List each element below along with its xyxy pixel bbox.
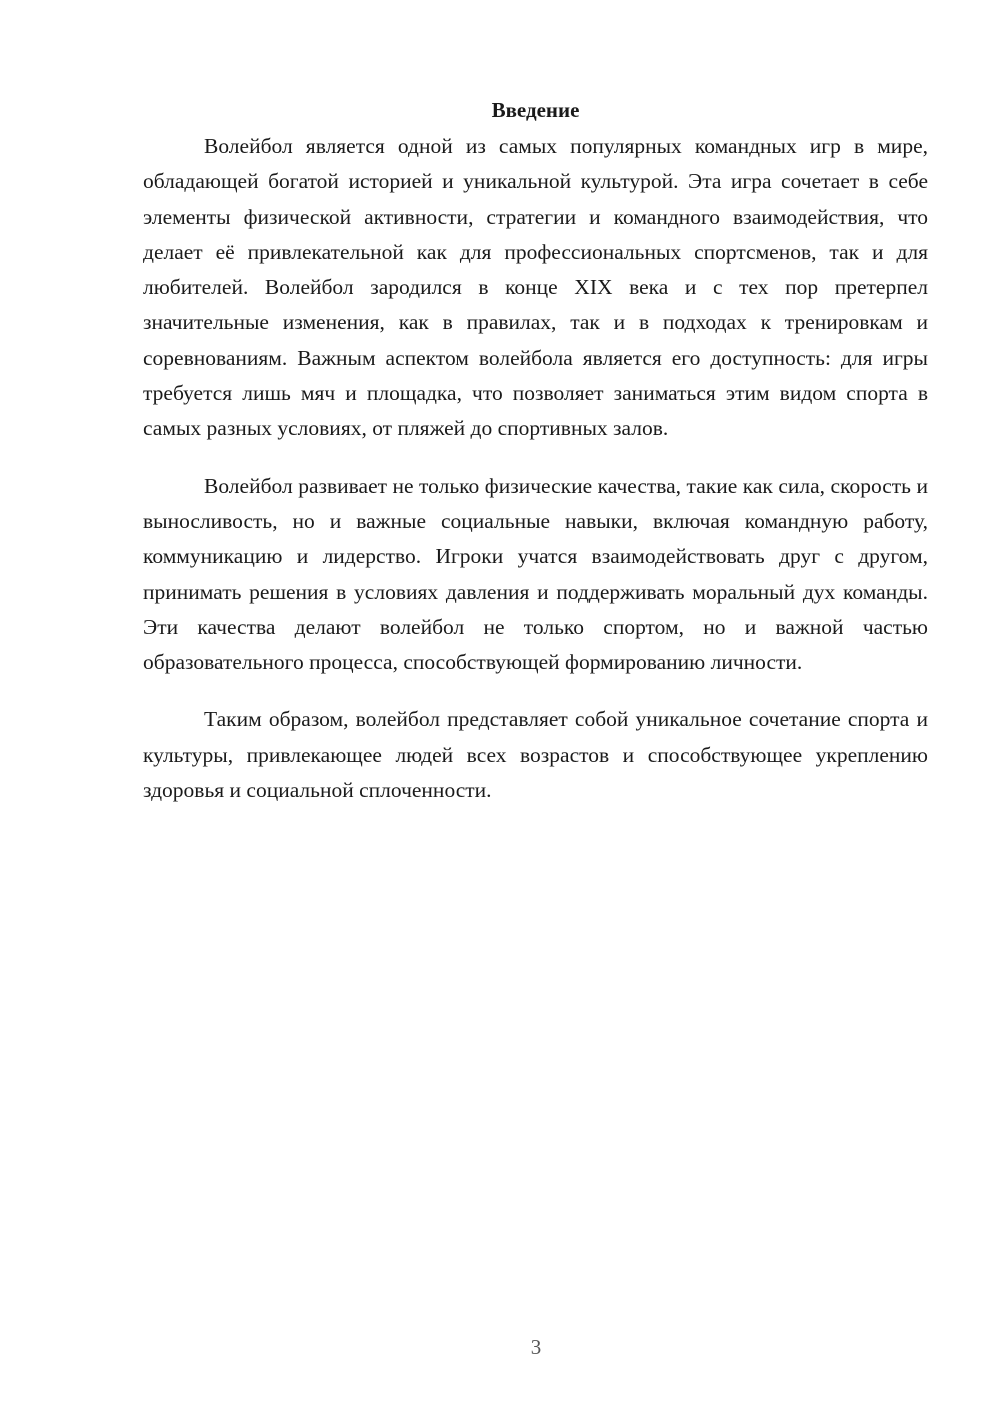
paragraph-1: Волейбол является одной из самых популярных командных игр в мире, обладающей богатой историей и уникальной культурой. Эта игра сочетает в себе элементы физической активности, стратегии и командного взаимодействия, что делает её привлекательной как для профессиональных спортсменов, так и для любителей. Волейбол зародился в конце XIX века и с тех пор претерпел значительные изменения, как в правилах, так и в подходах к тренировкам и соревнованиям. Важным аспектом волейбола является его доступность: для игры требуется лишь мяч и площадка, что позволяет заниматься этим видом спорта в самых разных условиях, от пляжей до спортивных залов.	[143, 134, 928, 441]
paragraph-2: Волейбол развивает не только физические качества, такие как сила, скорость и выносливость, но и важные социальные навыки, включая командную работу, коммуникацию и лидерство. Игроки учатся взаимодействовать друг с другом, принимать решения в условиях давления и поддерживать моральный дух команды. Эти качества делают волейбол не только спортом, но и важной частью образовательного процесса, способствующей формированию личности.	[143, 473, 928, 675]
page-content	[143, 95, 928, 830]
paragraph-3: Таким образом, волейбол представляет собой уникальное сочетание спорта и культуры, привлекающее людей всех возрастов и способствующее укреплению здоровья и социальной сплоченности.	[143, 707, 928, 803]
section-title: Введение	[491, 98, 580, 122]
page-number: 3	[530, 1335, 542, 1359]
